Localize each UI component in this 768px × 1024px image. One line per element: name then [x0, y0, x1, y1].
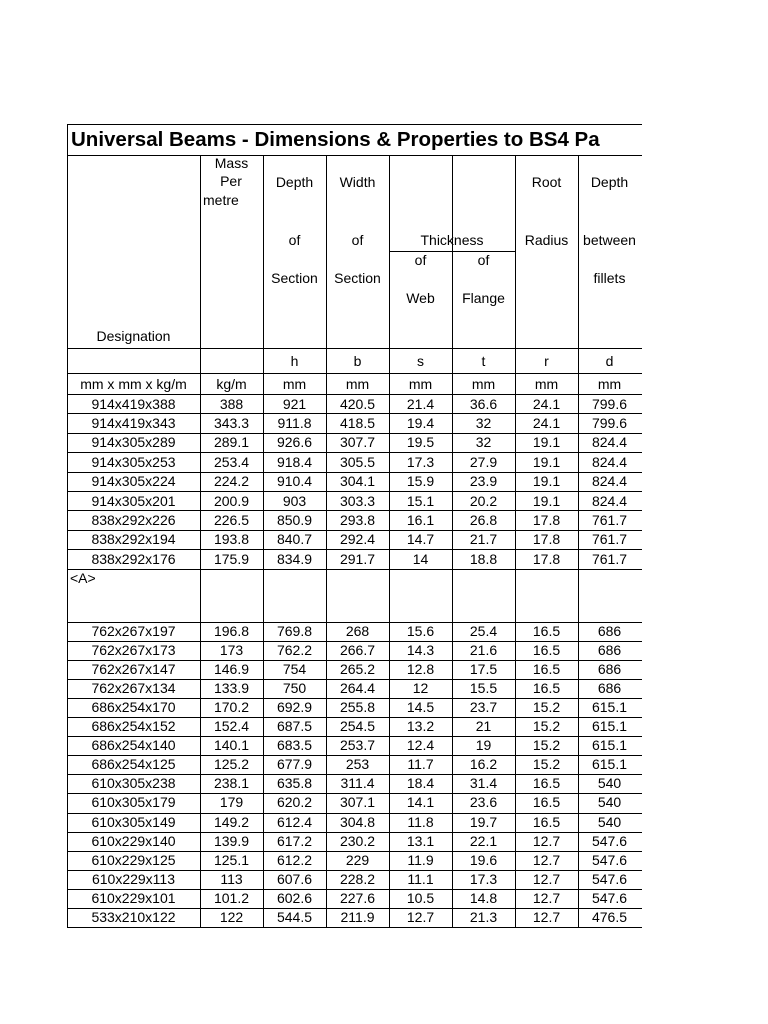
table-cell: 140.1: [213, 737, 250, 754]
table-cell: 32: [475, 414, 492, 431]
table-cell: 253.4: [213, 453, 250, 470]
header-between-line3: fillets: [593, 270, 626, 286]
table-cell: 12.7: [406, 908, 435, 925]
table-cell: 540: [597, 775, 622, 792]
table-cell: 617.2: [276, 832, 313, 849]
table-cell: 125.1: [213, 851, 250, 868]
table-cell: 761.7: [591, 531, 628, 548]
table-cell: 19.4: [406, 414, 435, 431]
table-cell: 16.5: [532, 775, 561, 792]
table-cell: 686: [597, 642, 622, 659]
table-cell: 200.9: [213, 492, 250, 509]
table-cell: 533x210x122: [91, 908, 176, 925]
unit-cell: mm: [282, 376, 307, 392]
table-cell: 14.7: [406, 531, 435, 548]
table-cell: 17.5: [469, 661, 498, 678]
table-cell: 762x267x197: [91, 623, 176, 639]
row-divider: [67, 413, 642, 414]
table-cell: 26.8: [469, 511, 498, 528]
table-cell: 113: [220, 870, 243, 887]
table-cell: 125.2: [213, 756, 250, 773]
table-cell: 610x229x140: [91, 832, 176, 849]
table-cell: 838x292x194: [91, 531, 176, 548]
table-cell: 547.6: [591, 889, 628, 906]
table-cell: 540: [597, 794, 622, 811]
header-thickness: Thickness: [420, 232, 484, 248]
table-cell: 13.1: [406, 832, 435, 849]
table-cell: 840.7: [276, 531, 313, 548]
table-cell: 146.9: [213, 661, 250, 678]
table-cell: 547.6: [591, 851, 628, 868]
table-cell: 602.6: [276, 889, 313, 906]
table-cell: 762x267x134: [91, 680, 176, 697]
table-cell: 15.5: [469, 680, 498, 697]
table-cell: 238.1: [213, 775, 250, 792]
table-cell: 921: [282, 395, 307, 412]
table-cell: 914x419x388: [91, 395, 176, 412]
header-root-line2: Radius: [524, 232, 569, 248]
table-cell: 15.2: [532, 718, 561, 735]
table-cell: 21.6: [469, 642, 498, 659]
table-cell: 612.2: [276, 851, 313, 868]
table-cell: 903: [282, 492, 307, 509]
table-cell: 16.1: [406, 511, 435, 528]
table-cell: 139.9: [213, 832, 250, 849]
table-cell: 750: [282, 680, 307, 697]
table-cell: 15.2: [532, 737, 561, 754]
table-cell: 14: [412, 550, 429, 567]
table-cell: 610x305x179: [91, 794, 176, 811]
table-cell: 420.5: [339, 395, 376, 412]
symbol-cell: d: [605, 353, 614, 369]
unit-cell: mm: [408, 376, 433, 392]
table-cell: 293.8: [339, 511, 376, 528]
table-cell: 914x305x201: [91, 492, 176, 509]
title-border-top: [67, 124, 642, 125]
table-cell: 761.7: [591, 550, 628, 567]
table-cell: 228.2: [339, 870, 376, 887]
table-cell: 19.7: [469, 813, 498, 830]
table-title: Universal Beams - Dimensions & Properties to BS4 Pa: [71, 128, 600, 151]
table-cell: 926.6: [276, 434, 313, 451]
table-cell: 101.2: [213, 889, 250, 906]
table-cell: 610x229x125: [91, 851, 176, 868]
table-cell: 918.4: [276, 453, 313, 470]
table-cell: 17.8: [532, 531, 561, 548]
table-cell: 824.4: [591, 453, 628, 470]
table-cell: 17.8: [532, 511, 561, 528]
symbol-cell: b: [353, 353, 362, 369]
table-cell: 196.8: [213, 623, 250, 639]
unit-cell: mm: [534, 376, 559, 392]
table-cell: 16.5: [532, 661, 561, 678]
table-cell: 769.8: [276, 623, 313, 639]
symbol-cell: t: [481, 353, 486, 369]
table-cell: 253.7: [339, 737, 376, 754]
symbol-cell: h: [290, 353, 299, 369]
table-cell: 179: [219, 794, 244, 811]
table-cell: 17.3: [406, 453, 435, 470]
table-cell: 24.1: [532, 414, 561, 431]
table-cell: 12.7: [532, 851, 561, 868]
table-cell: 850.9: [276, 511, 313, 528]
table-cell: 229: [345, 851, 370, 868]
table-cell: 615.1: [591, 737, 628, 754]
table-cell: 23.9: [469, 473, 498, 490]
table-cell: 16.5: [532, 680, 561, 697]
table-cell: 834.9: [276, 550, 313, 567]
table-cell: 227.6: [339, 889, 376, 906]
table-cell: 226.5: [213, 511, 250, 528]
header-web-line1: of: [414, 252, 427, 268]
table-cell: 12.7: [532, 908, 561, 925]
table-cell: 13.2: [406, 718, 435, 735]
table-cell: 304.1: [339, 473, 376, 490]
table-cell: 610x305x149: [91, 813, 176, 830]
table-cell: 230.2: [339, 832, 376, 849]
table-cell: 15.2: [532, 699, 561, 716]
table-cell: 255.8: [339, 699, 376, 716]
table-cell: 173: [219, 642, 244, 659]
table-cell: 311.4: [340, 775, 375, 792]
table-cell: 686: [597, 680, 622, 697]
table-cell: 388: [219, 395, 244, 412]
header-depth-line1: Depth: [275, 174, 314, 190]
symbol-row-border: [67, 373, 642, 374]
table-cell: 19.1: [532, 434, 561, 451]
table-cell: 15.1: [406, 492, 435, 509]
table-cell: 838x292x176: [91, 550, 176, 567]
table-cell: 170.2: [213, 699, 250, 716]
table-cell: 265.2: [339, 661, 376, 678]
table-cell: 687.5: [276, 718, 313, 735]
table-cell: 12.4: [406, 737, 435, 754]
table-cell: 799.6: [591, 414, 628, 431]
header-root-line1: Root: [531, 174, 562, 190]
table-cell: 686: [597, 623, 622, 639]
header-border: [67, 348, 642, 349]
table-cell: 754: [282, 661, 307, 678]
table-cell: 914x419x343: [91, 414, 176, 431]
header-designation: Designation: [96, 328, 171, 344]
table-cell: 18.8: [469, 550, 498, 567]
table-cell: 911.8: [277, 414, 312, 431]
table-cell: 224.2: [213, 473, 250, 490]
table-cell: 677.9: [276, 756, 313, 773]
table-cell: 21.4: [406, 395, 435, 412]
table-cell: 12: [412, 680, 429, 697]
table-cell: 303.3: [339, 492, 376, 509]
table-cell: 547.6: [591, 870, 628, 887]
table-cell: 12.7: [532, 889, 561, 906]
table-cell: 635.8: [276, 775, 313, 792]
table-cell: 838x292x226: [91, 511, 176, 528]
table-cell: 23.6: [469, 794, 498, 811]
table-cell: 615.1: [591, 699, 628, 716]
table-cell: 253: [345, 756, 370, 773]
table-cell: 11.1: [407, 870, 434, 887]
table-cell: 304.8: [339, 813, 376, 830]
table-cell: 762x267x147: [91, 661, 176, 678]
symbol-cell: r: [544, 353, 549, 369]
table-cell: 152.4: [213, 718, 250, 735]
table-cell: 612.4: [276, 813, 313, 830]
table-cell: 762x267x173: [91, 642, 176, 659]
table-cell: 307.1: [339, 794, 376, 811]
table-cell: 615.1: [591, 756, 628, 773]
table-cell: 11.7: [407, 756, 434, 773]
row-divider: [67, 569, 642, 570]
title-border-bottom: [67, 155, 642, 156]
table-cell: 686x254x152: [91, 718, 176, 735]
header-between-line1: Depth: [590, 174, 629, 190]
table-cell: 15.9: [406, 473, 435, 490]
table-cell: 686: [597, 661, 622, 678]
table-cell: 21.7: [469, 531, 498, 548]
table-cell: 27.9: [469, 453, 498, 470]
table-cell: 343.3: [213, 414, 250, 431]
unit-cell: mm: [345, 376, 370, 392]
table-cell: 18.4: [406, 775, 435, 792]
table-cell: 12.8: [406, 661, 435, 678]
table-cell: 16.5: [532, 623, 561, 639]
table-cell: 799.6: [591, 395, 628, 412]
table-cell: 610x229x113: [91, 870, 176, 887]
table-cell: 686x254x140: [91, 737, 176, 754]
table-cell: 11.9: [407, 851, 434, 868]
table-cell: 620.2: [276, 794, 313, 811]
table-cell: 686x254x125: [91, 756, 176, 773]
table-cell: 15.2: [532, 756, 561, 773]
table-cell: 824.4: [591, 492, 628, 509]
table-cell: 16.5: [532, 794, 561, 811]
table-cell: 31.4: [469, 775, 498, 792]
table-cell: 19.6: [469, 851, 498, 868]
table-cell: 307.7: [339, 434, 376, 451]
table-cell: 19.5: [406, 434, 435, 451]
unit-cell: mm x mm x kg/m: [80, 376, 187, 392]
table-cell: 16.5: [532, 813, 561, 830]
unit-cell: kg/m: [216, 376, 247, 392]
table-cell: 683.5: [276, 737, 313, 754]
table-cell: 17.8: [532, 550, 561, 567]
header-between-line2: between: [583, 232, 636, 248]
header-mass-line1: Mass: [214, 155, 249, 171]
table-cell: 762.2: [276, 642, 313, 659]
note-marker: <A>: [70, 570, 96, 586]
table-cell: 254.5: [339, 718, 376, 735]
table-cell: 291.7: [339, 550, 376, 567]
table-cell: 12.7: [532, 870, 561, 887]
table-cell: 19.1: [532, 492, 561, 509]
table-cell: 133.9: [213, 680, 250, 697]
table-cell: 24.1: [532, 395, 561, 412]
header-mass-line3: metre: [203, 192, 239, 208]
header-mass-line2: Per: [220, 173, 242, 189]
table-cell: 292.4: [339, 531, 376, 548]
table-cell: 17.3: [469, 870, 498, 887]
table-cell: 14.8: [469, 889, 498, 906]
table-cell: 122: [219, 908, 244, 925]
header-depth-line2: of: [288, 232, 301, 248]
unit-cell: mm: [597, 376, 622, 392]
table-cell: 544.5: [276, 908, 313, 925]
table-cell: 21.3: [469, 908, 498, 925]
header-width-line1: Width: [339, 174, 376, 190]
table-cell: 910.4: [276, 473, 313, 490]
table-cell: 12.7: [532, 832, 561, 849]
symbol-cell: s: [417, 353, 424, 369]
header-flange-line2: Flange: [462, 290, 505, 306]
header-flange-line1: of: [477, 252, 490, 268]
table-cell: 19.1: [532, 453, 561, 470]
table-cell: 547.6: [591, 832, 628, 849]
table-cell: 14.1: [406, 794, 435, 811]
header-width-line3: Section: [334, 270, 381, 286]
table-cell: 761.7: [591, 511, 628, 528]
table-cell: 19: [475, 737, 492, 754]
table-cell: 615.1: [591, 718, 628, 735]
table-cell: 16.2: [469, 756, 498, 773]
table-cell: 14.5: [406, 699, 435, 716]
table-cell: 149.2: [213, 813, 250, 830]
table-cell: 824.4: [591, 473, 628, 490]
table-cell: 175.9: [213, 550, 250, 567]
table-cell: 19.1: [532, 473, 561, 490]
table-cell: 211.9: [340, 908, 375, 925]
header-width-line2: of: [351, 232, 364, 248]
table-cell: 692.9: [276, 699, 313, 716]
table-cell: 476.5: [591, 908, 628, 925]
table-cell: 11.8: [407, 813, 434, 830]
table-cell: 607.6: [276, 870, 313, 887]
table-cell: 36.6: [469, 395, 498, 412]
header-web-line2: Web: [406, 290, 435, 306]
table-cell: 610x305x238: [91, 775, 176, 792]
table-cell: 10.5: [406, 889, 435, 906]
table-cell: 418.5: [339, 414, 376, 431]
unit-cell: mm: [471, 376, 496, 392]
table-cell: 610x229x101: [91, 889, 176, 906]
table-cell: 686x254x170: [91, 699, 176, 716]
row-divider: [67, 510, 642, 511]
table-cell: 266.7: [339, 642, 376, 659]
table-cell: 22.1: [469, 832, 498, 849]
table-cell: 16.5: [532, 642, 561, 659]
table-cell: 268: [345, 623, 370, 639]
table-cell: 305.5: [339, 453, 376, 470]
row-divider: [67, 927, 642, 928]
table-cell: 914x305x253: [91, 453, 176, 470]
table-cell: 264.4: [339, 680, 376, 697]
table-cell: 824.4: [591, 434, 628, 451]
table-cell: 21: [475, 718, 492, 735]
header-depth-line3: Section: [271, 270, 318, 286]
table-cell: 540: [597, 813, 622, 830]
table-cell: 15.6: [406, 623, 435, 639]
table-cell: 289.1: [213, 434, 250, 451]
table-cell: 32: [475, 434, 492, 451]
table-cell: 193.8: [213, 531, 250, 548]
table-cell: 23.7: [469, 699, 498, 716]
table-cell: 14.3: [406, 642, 435, 659]
table-cell: 25.4: [469, 623, 498, 639]
table-cell: 20.2: [469, 492, 498, 509]
table-cell: 914x305x289: [91, 434, 176, 451]
table-cell: 914x305x224: [91, 473, 176, 490]
